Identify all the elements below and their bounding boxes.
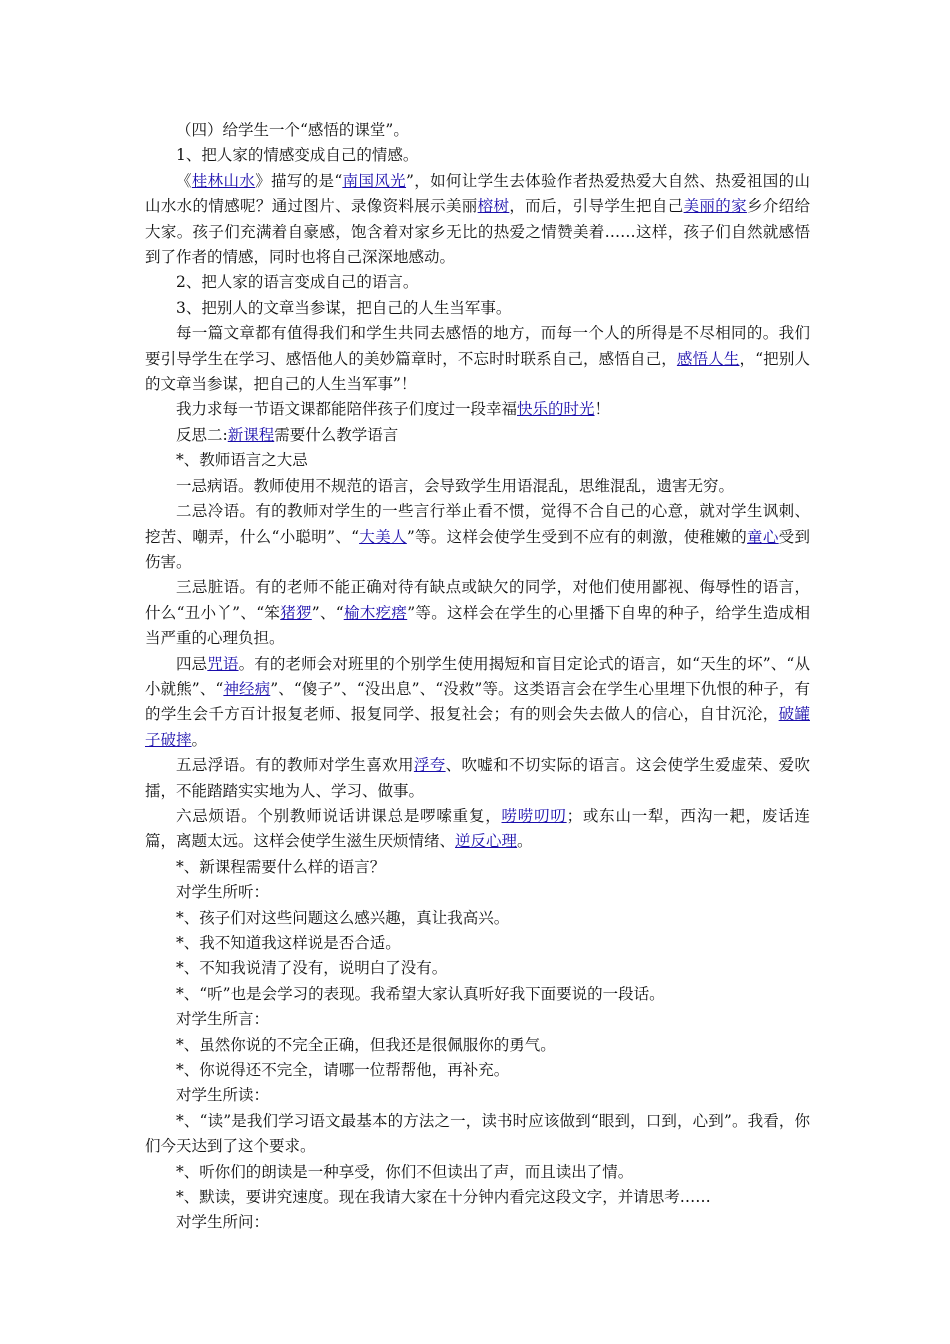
- subheading: [145, 1007, 810, 1032]
- link-rongshu[interactable]: 榕树: [477, 197, 510, 216]
- paragraph: [145, 652, 810, 754]
- link-shenjingbing[interactable]: 神经病: [223, 679, 271, 698]
- list-item: [145, 956, 810, 981]
- text: 对学生所读：: [176, 1086, 270, 1105]
- link-yumu-geda[interactable]: 榆木疙瘩: [343, 603, 408, 622]
- link-xin-kecheng[interactable]: 新课程: [227, 425, 275, 444]
- text: 对学生所言：: [176, 1010, 270, 1029]
- list-item: [145, 1033, 810, 1058]
- section-heading: [145, 423, 810, 448]
- document-body: [145, 118, 810, 1236]
- text: 三忌脏语。有的老师不能正确对待有缺点或缺欠的同学，对他们使用鄙视、侮辱性的语言，什么“丑小丫”、“笨: [145, 578, 810, 622]
- text: *、不知我说清了没有，说明白了没有。: [176, 959, 448, 978]
- text: *、我不知道我这样说是否合适。: [176, 934, 401, 952]
- subheading: [145, 880, 810, 905]
- text: ”，如何让学生去体验作者热爱热爱大自然、热爱祖国的山山水水的情感呢？通过图片、录像资料展示美丽: [145, 171, 810, 216]
- subheading: [145, 296, 810, 321]
- link-ganwu-rensheng[interactable]: 感悟人生: [676, 349, 740, 368]
- link-meili-de-jia[interactable]: 美丽的家: [683, 197, 747, 216]
- text: ，而后，引导学生把自己: [509, 197, 684, 216]
- text: ”、“傻子”、“没出息”、“没救”等。这类语言会在学生心里埋下仇恨的种子，有的学生会千方百计报复老师、报复同学、报复社会；有的则会失去做人的信心，自甘沉沦，: [145, 679, 810, 724]
- text: 。有的老师会对班里的个别学生使用揭短和盲目定论式的语言，如“天生的坏”、“从小就熊”、“: [145, 654, 810, 698]
- link-laolao-daodao[interactable]: 唠唠叨叨: [501, 806, 567, 825]
- text: 《: [176, 171, 192, 190]
- text: *、你说得还不完全，请哪一位帮帮他，再补充。: [176, 1061, 510, 1080]
- text: 乡介绍给大家。孩子们充满着自豪感，饱含着对家乡无比的热爱之情赞美着……这样，孩子们自然就感悟到了作者的情感，同时也将自己深深地感动。: [145, 197, 810, 267]
- list-item: [145, 1160, 810, 1185]
- text: 受到伤害。: [145, 527, 810, 571]
- link-zhouyu[interactable]: 咒语: [207, 654, 239, 673]
- text: 二忌冷语。有的教师对学生的一些言行举止看不惯，觉得不合自己的心意，就对学生讽刺、挖苦、嘲弄，什么“小聪明”、“: [145, 502, 810, 546]
- text: 对学生所听：: [176, 883, 270, 902]
- text: ”等。这样会在学生的心里播下自卑的种子，给学生造成相当严重的心理负担。: [145, 603, 810, 648]
- text: *、默读，要讲究速度。现在我请大家在十分钟内看完这段文字，并请思考……: [176, 1188, 711, 1207]
- list-item: [145, 931, 810, 956]
- text: *、新课程需要什么样的语言？: [176, 857, 386, 876]
- text: *、“听”也是会学习的表现。我希望大家认真听好我下面要说的一段话。: [176, 984, 665, 1003]
- text: 每一篇文章都有值得我们和学生共同去感悟的地方，而每一个人的所得是不尽相同的。我们要引导学生在学习、感悟他人的美妙篇章时，不忘时时联系自己，感悟自己，: [145, 324, 810, 368]
- subheading: [145, 270, 810, 295]
- link-fukua[interactable]: 浮夸: [413, 756, 446, 775]
- section-heading: [145, 118, 810, 143]
- text: 五忌浮语。有的教师对学生喜欢用: [176, 756, 414, 775]
- text: 需要什么教学语言: [274, 425, 399, 444]
- link-nifan-xinli[interactable]: 逆反心理: [455, 832, 518, 851]
- subheading: [145, 448, 810, 473]
- paragraph: [145, 499, 810, 575]
- paragraph: [145, 169, 810, 271]
- text: 。: [191, 730, 208, 749]
- link-tongxin[interactable]: 童心: [747, 527, 779, 546]
- text: ”、“: [311, 603, 344, 622]
- list-item: [145, 906, 810, 931]
- text: 对学生所问：: [176, 1213, 270, 1232]
- list-item: [145, 1185, 810, 1210]
- text: 。: [517, 832, 533, 851]
- text: *、孩子们对这些问题这么感兴趣，真让我高兴。: [176, 908, 510, 927]
- paragraph: [145, 575, 810, 651]
- subheading: [145, 143, 810, 168]
- text: 3、把别人的文章当参谋，把自己的人生当军事。: [176, 298, 512, 317]
- paragraph: [145, 753, 810, 804]
- link-guilin-shanshui[interactable]: 桂林山水: [191, 171, 256, 190]
- text: 反思二:: [176, 425, 228, 444]
- subheading: [145, 1210, 810, 1235]
- text: 》描写的是“: [255, 171, 343, 190]
- text: *、教师语言之大忌: [176, 451, 308, 470]
- link-nanguo-fengguang[interactable]: 南国风光: [342, 171, 407, 190]
- text: 我力求每一节语文课都能陪伴孩子们度过一段幸福: [176, 400, 518, 419]
- list-item: [145, 1058, 810, 1083]
- link-da-meiren[interactable]: 大美人: [359, 527, 407, 546]
- paragraph: [145, 321, 810, 397]
- link-kuaile-de-shiguang[interactable]: 快乐的时光: [517, 400, 595, 419]
- text: （四）给学生一个“感悟的课堂”。: [176, 121, 409, 139]
- text: *、听你们的朗读是一种享受，你们不但读出了声，而且读出了情。: [176, 1162, 634, 1181]
- text: ”等。这样会使学生受到不应有的刺激，使稚嫩的: [406, 527, 748, 546]
- text: ；或东山一犁，西沟一耙，废话连篇，离题太远。这样会使学生滋生厌烦情绪、: [145, 806, 810, 851]
- subheading: [145, 855, 810, 880]
- paragraph: [145, 474, 810, 499]
- text: 2、把人家的语言变成自己的语言。: [176, 273, 419, 292]
- paragraph: [145, 397, 810, 422]
- text: 一忌病语。教师使用不规范的语言，会导致学生用语混乱，思维混乱，遗害无穷。: [176, 476, 735, 495]
- text: 四忌: [176, 654, 208, 673]
- link-zhuluo[interactable]: 猪猡: [280, 603, 312, 622]
- text: *、虽然你说的不完全正确，但我还是很佩服你的勇气。: [176, 1035, 556, 1054]
- text: 六忌烦语。个别教师说话讲课总是啰嗦重复，: [176, 806, 502, 825]
- text: 、吹嘘和不切实际的语言。这会使学生爱虚荣、爱吹擂，不能踏踏实实地为人、学习、做事。: [145, 756, 810, 800]
- subheading: [145, 1083, 810, 1108]
- text: *、“读”是我们学习语文最基本的方法之一，读书时应该做到“眼到，口到，心到”。我看，你们今天达到了这个要求。: [145, 1111, 810, 1156]
- text: ，“把别人的文章当参谋，把自己的人生当军事”！: [145, 349, 810, 394]
- text: 1、把人家的情感变成自己的情感。: [176, 146, 419, 165]
- list-item: [145, 1109, 810, 1160]
- list-item: [145, 982, 810, 1007]
- link-poguanzi-popo[interactable]: 破罐子破摔: [145, 705, 810, 749]
- paragraph: [145, 804, 810, 855]
- text: ！: [594, 400, 611, 419]
